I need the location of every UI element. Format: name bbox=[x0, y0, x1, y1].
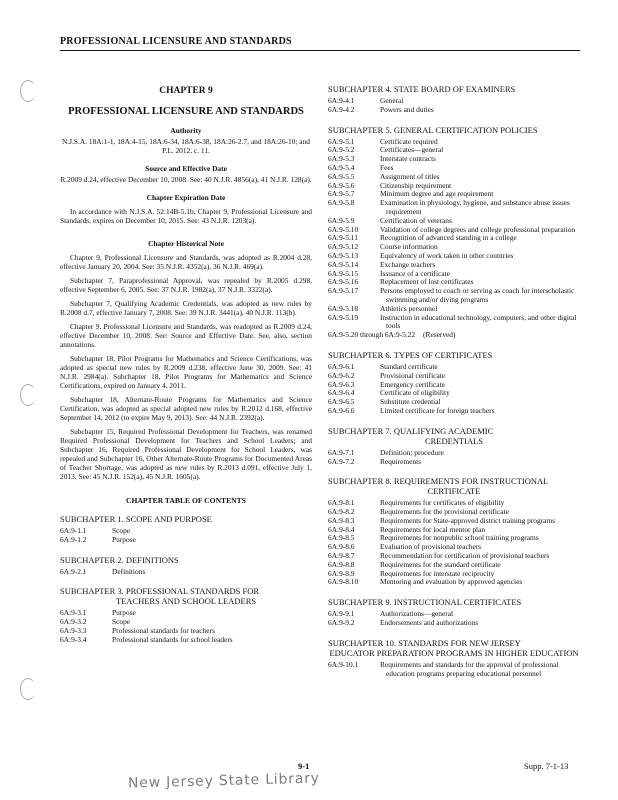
section-list bbox=[60, 609, 312, 644]
subchapter-title: SUBCHAPTER 6. TYPES OF CERTIFICATES bbox=[328, 349, 493, 360]
section-entry[interactable] bbox=[328, 155, 580, 164]
library-stamp: New Jersey State Library bbox=[127, 770, 320, 792]
section-number: 6A:9-5.19 bbox=[328, 312, 359, 322]
section-number: 6A:9-2.1 bbox=[60, 566, 87, 576]
section-entry[interactable] bbox=[328, 407, 580, 416]
punch-hole-bottom bbox=[20, 678, 36, 700]
section-number: 6A:9-5.3 bbox=[328, 154, 355, 164]
section-number: 6A:9-10.1 bbox=[328, 659, 359, 669]
history-note: Chapter 9, Professional Licensure and Standards, was adopted as R.2004 d.28, effective January 20, 2004. See: 35 N.J.R. 4352(a), 36 N.J.R. 469(a). bbox=[60, 253, 312, 271]
section-title: Requirements for certificates of eligibility bbox=[380, 498, 505, 508]
subchapter-title: SUBCHAPTER 8. REQUIREMENTS FOR INSTRUCTIONAL bbox=[328, 476, 549, 487]
history-note: Subchapter 7, Qualifying Academic Credentials, was adopted as new rules by R.2008 d.7, effective January 7, 2008. See: 39 N.J.R. 3441(a), 40 N.J.R. 113(b). bbox=[60, 299, 312, 317]
section-number: 6A:9-5.4 bbox=[328, 162, 355, 172]
section-entry[interactable] bbox=[60, 527, 312, 536]
subchapter-heading bbox=[328, 476, 580, 496]
section-title: Limited certificate for foreign teachers bbox=[380, 405, 495, 415]
section-number: 6A:9-6.5 bbox=[328, 397, 355, 407]
expiration-heading: Chapter Expiration Date bbox=[146, 193, 226, 202]
section-entry[interactable] bbox=[328, 287, 580, 305]
section-title: Minimum degree and age requirement bbox=[380, 189, 494, 199]
right-column bbox=[328, 84, 580, 678]
subchapter-title: SUBCHAPTER 5. GENERAL CERTIFICATION POLICIES bbox=[328, 124, 538, 135]
section-title: Citizenship requirement bbox=[380, 180, 452, 190]
section-entry[interactable] bbox=[328, 314, 580, 332]
section-entry[interactable] bbox=[328, 619, 580, 628]
section-title: Persons employed to coach or serving as coach for interscholastic swimming and/or diving programs bbox=[380, 286, 575, 304]
section-number: 6A:9-3.1 bbox=[60, 608, 87, 618]
section-title: Examination in physiology, hygiene, and substance abuse issues requirement bbox=[380, 198, 570, 216]
left-column bbox=[60, 84, 312, 645]
section-title: Requirements for nonpublic school training programs bbox=[380, 533, 539, 543]
punch-hole-top bbox=[20, 80, 36, 102]
section-number: 6A:9-3.2 bbox=[60, 617, 87, 627]
section-number: 6A:9-5.7 bbox=[328, 189, 355, 199]
subchapter-heading bbox=[60, 514, 312, 524]
header-rule bbox=[60, 50, 580, 51]
section-entry[interactable] bbox=[328, 106, 580, 115]
section-number: 6A:9-5.17 bbox=[328, 286, 359, 296]
section-entry[interactable] bbox=[328, 331, 580, 340]
toc-heading: CHAPTER TABLE OF CONTENTS bbox=[126, 496, 246, 505]
section-title: Mentoring and evaluation by approved agencies bbox=[380, 577, 523, 587]
chapter-title: PROFESSIONAL LICENSURE AND STANDARDS bbox=[68, 106, 304, 117]
section-number: 6A:9-5.10 bbox=[328, 224, 359, 234]
section-entry[interactable] bbox=[328, 578, 580, 587]
history-note: Subchapter 18, Alternate-Route Programs for Mathematics and Science Certification, was adopted as special adopted new rules by R.2012 d.168, effective September 14, 2012 (to expire May 9, 2013). See: 44 N.J.R. 2392(a). bbox=[60, 395, 312, 422]
section-title: Requirements for local mentor plan bbox=[380, 524, 486, 534]
right-toc bbox=[328, 84, 580, 678]
subchapter-title: SUBCHAPTER 1. SCOPE AND PURPOSE bbox=[60, 514, 212, 524]
section-number: 6A:9-8.8 bbox=[328, 559, 355, 569]
section-number: 6A:9-5.11 bbox=[328, 233, 358, 243]
section-entry[interactable] bbox=[60, 568, 312, 577]
section-number: 6A:9-8.10 bbox=[328, 577, 359, 587]
section-title: Endorsements and authorizations bbox=[380, 618, 479, 628]
section-list bbox=[328, 138, 580, 340]
section-number: 6A:9-3.3 bbox=[60, 625, 87, 635]
left-toc bbox=[60, 514, 312, 645]
section-number: 6A:9-8.1 bbox=[328, 498, 355, 508]
section-number: 6A:9-8.2 bbox=[328, 507, 355, 517]
section-number: 6A:9-5.18 bbox=[328, 303, 359, 313]
section-title: Certificates—general bbox=[380, 145, 444, 155]
section-number: 6A:9-5.20 through 6A:9-5.22 bbox=[328, 330, 416, 340]
section-number: 6A:9-6.4 bbox=[328, 388, 355, 398]
section-title: Professional standards for school leaders bbox=[112, 634, 233, 644]
section-number: 6A:9-7.2 bbox=[328, 456, 355, 466]
section-title: (Reserved) bbox=[423, 330, 456, 340]
section-title: Requirements for State-approved district training programs bbox=[380, 515, 556, 525]
section-title: Powers and duties bbox=[380, 104, 434, 114]
section-number: 6A:9-6.3 bbox=[328, 379, 355, 389]
subchapter-title-cont: CERTIFICATE bbox=[427, 486, 481, 497]
section-title: Fees bbox=[380, 162, 394, 172]
punch-hole-middle bbox=[20, 384, 36, 406]
subchapter-title: SUBCHAPTER 9. INSTRUCTIONAL CERTIFICATES bbox=[328, 597, 522, 608]
section-title: Athletics personnel bbox=[380, 303, 438, 313]
section-entry[interactable] bbox=[328, 234, 580, 243]
source-heading: Source and Effective Date bbox=[145, 164, 227, 173]
history-note: Subchapter 18, Pilot Programs for Mathematics and Science Certifications, was adopted as special new rules by R.2009 d.238, effective June 30, 2009. See: 41 N.J.R. 2984(a). Subchapter 18, Pilot Programs for Mathematics and Science Certifications, expired on January 4, 2011. bbox=[60, 354, 312, 390]
section-title: Requirements and standards for the approval of professional education programs preparing educational personnel bbox=[380, 659, 559, 678]
section-title: Emergency certificate bbox=[380, 379, 445, 389]
expiration-text: In accordance with N.J.S.A. 52:14B-5.1b, Chapter 9, Professional Licensure and Standards, expires on December 10, 2015. See: 43 N.J.R. 1203(a). bbox=[60, 207, 312, 225]
section-entry[interactable] bbox=[328, 261, 580, 270]
section-number: 6A:9-5.2 bbox=[328, 145, 355, 155]
section-title: Certification of veterans bbox=[380, 215, 452, 225]
section-entry[interactable] bbox=[328, 449, 580, 458]
section-title: Requirements for the standard certificate bbox=[380, 559, 501, 569]
section-number: 6A:9-5.13 bbox=[328, 250, 359, 260]
section-number: 6A:9-5.6 bbox=[328, 180, 355, 190]
subchapter-title: SUBCHAPTER 7. QUALIFYING ACADEMIC bbox=[328, 425, 494, 436]
section-title: Recognition of advanced standing in a college bbox=[380, 233, 517, 243]
subchapter-title-cont: EDUCATOR PREPARATION PROGRAMS IN HIGHER EDUCATION bbox=[329, 647, 579, 658]
page-number: 9-1 bbox=[298, 761, 310, 771]
section-number: 6A:9-8.4 bbox=[328, 524, 355, 534]
section-entry[interactable] bbox=[328, 389, 580, 398]
section-number: 6A:9-8.7 bbox=[328, 551, 355, 561]
section-list bbox=[60, 527, 312, 545]
section-entry[interactable] bbox=[328, 173, 580, 182]
section-title: Scope bbox=[112, 617, 131, 627]
section-title: Purpose bbox=[112, 608, 136, 618]
section-title: Requirements for interstate reciprocity bbox=[380, 568, 495, 578]
section-entry[interactable] bbox=[328, 138, 580, 147]
section-title: Certificate required bbox=[380, 136, 438, 146]
subchapter-heading bbox=[60, 555, 312, 565]
supplement-date: Supp. 7-1-13 bbox=[524, 761, 569, 771]
section-entry[interactable] bbox=[328, 97, 580, 106]
subchapter-title-cont: CREDENTIALS bbox=[424, 435, 484, 446]
section-title: Interstate contracts bbox=[380, 154, 437, 164]
authority-heading: Authority bbox=[170, 126, 202, 135]
section-number: 6A:9-6.2 bbox=[328, 370, 355, 380]
section-title: Scope bbox=[112, 526, 131, 535]
section-entry[interactable] bbox=[328, 381, 580, 390]
section-title: Purpose bbox=[112, 534, 136, 544]
subchapter-heading bbox=[60, 586, 312, 606]
section-number: 6A:9-5.16 bbox=[328, 277, 359, 287]
subchapter-heading bbox=[328, 426, 580, 446]
chapter-number: CHAPTER 9 bbox=[159, 86, 213, 96]
section-number: 6A:9-6.6 bbox=[328, 405, 355, 415]
section-number: 6A:9-6.1 bbox=[328, 361, 355, 371]
section-title: Professional standards for teachers bbox=[112, 625, 215, 635]
running-header: PROFESSIONAL LICENSURE AND STANDARDS bbox=[60, 36, 292, 47]
section-number: 6A:9-5.9 bbox=[328, 215, 355, 225]
section-title: Assignment of titles bbox=[380, 171, 440, 181]
history-note: Subchapter 15, Required Professional Development for Teachers, was renamed Required Professional Development for Teachers and School Leaders; and Subchapter 16, Required Professional Development for School Leaders, was repealed and Subchapter 16, Other Alternate-Route Programs for Documented Areas of Teacher Shortage, was adopted as new rules by R.2013 d.091, effective July 1, 2013. See: 45 N.J.R. 152(a), 45 N.J.R. 1605(a). bbox=[60, 427, 312, 481]
subchapter-title-cont: TEACHERS AND SCHOOL LEADERS bbox=[115, 596, 257, 607]
section-entry[interactable] bbox=[60, 609, 312, 618]
section-title: Substitute credential bbox=[380, 397, 441, 407]
history-note: Subchapter 7, Paraprofessional Approval, was repealed by R.2005 d.298, effective September 6, 2005. See: 37 N.J.R. 1982(a), 37 N.J.R. 3322(a). bbox=[60, 276, 312, 294]
section-list bbox=[328, 499, 580, 587]
section-entry[interactable] bbox=[60, 536, 312, 545]
section-title: Validation of college degrees and college professional preparation bbox=[380, 224, 576, 234]
section-title: Requirements for the provisional certificate bbox=[380, 507, 509, 517]
subchapter-title: SUBCHAPTER 2. DEFINITIONS bbox=[60, 554, 179, 565]
subchapter-title: SUBCHAPTER 3. PROFESSIONAL STANDARDS FOR bbox=[60, 586, 260, 597]
section-number: 6A:9-5.12 bbox=[328, 242, 359, 252]
section-number: 6A:9-5.1 bbox=[328, 136, 355, 146]
section-number: 6A:9-7.1 bbox=[328, 447, 355, 457]
section-number: 6A:9-8.5 bbox=[328, 533, 355, 543]
section-entry[interactable] bbox=[328, 363, 580, 372]
section-number: 6A:9-9.1 bbox=[328, 609, 355, 619]
section-title: Replacement of lost certificates bbox=[380, 277, 474, 287]
section-list bbox=[328, 610, 580, 628]
section-number: 6A:9-8.6 bbox=[328, 542, 355, 552]
authority-text: N.J.S.A. 18A:1-1, 18A:4-15, 18A:6-34, 18A:6-38, 18A:26-2.7, and 18A:26-10; and P.L. 2012, c. 11. bbox=[62, 137, 310, 155]
section-list bbox=[328, 661, 580, 679]
subchapter-heading bbox=[328, 84, 580, 94]
section-title: Certificate of eligibility bbox=[380, 388, 450, 398]
section-title: General bbox=[380, 96, 404, 105]
section-title: Recommendation for certification of provisional teachers bbox=[380, 551, 550, 561]
section-title: Definitions bbox=[112, 566, 146, 576]
subchapter-heading bbox=[328, 597, 580, 607]
section-entry[interactable] bbox=[328, 458, 580, 467]
section-title: Course information bbox=[380, 242, 438, 252]
section-list bbox=[328, 97, 580, 115]
section-entry[interactable] bbox=[328, 372, 580, 381]
section-entry[interactable] bbox=[328, 146, 580, 155]
section-title: Authorizations—general bbox=[380, 609, 454, 619]
section-list bbox=[60, 568, 312, 577]
section-number: 6A:9-9.2 bbox=[328, 618, 355, 628]
section-title: Standard certificate bbox=[380, 361, 438, 371]
section-number: 6A:9-5.8 bbox=[328, 198, 355, 208]
section-title: Instruction in educational technology, computers, and other digital tools bbox=[380, 312, 577, 331]
section-entry[interactable] bbox=[328, 252, 580, 261]
history-heading: Chapter Historical Note bbox=[148, 239, 224, 248]
section-number: 6A:9-4.2 bbox=[328, 104, 355, 114]
section-title: Equivalency of work taken in other countries bbox=[380, 250, 514, 260]
subchapter-title: SUBCHAPTER 10. STANDARDS FOR NEW JERSEY bbox=[328, 637, 521, 648]
section-list bbox=[328, 449, 580, 467]
section-number: 6A:9-8.3 bbox=[328, 515, 355, 525]
section-entry[interactable] bbox=[60, 636, 312, 645]
subchapter-heading bbox=[328, 125, 580, 135]
section-number: 6A:9-8.9 bbox=[328, 568, 355, 578]
history-notes bbox=[60, 253, 312, 481]
subchapter-title: SUBCHAPTER 4. STATE BOARD OF EXAMINERS bbox=[328, 84, 516, 94]
section-entry[interactable] bbox=[328, 661, 580, 679]
section-title: Requirements bbox=[380, 456, 422, 466]
section-entry[interactable] bbox=[328, 199, 580, 217]
subchapter-heading bbox=[328, 638, 580, 658]
section-number: 6A:9-5.15 bbox=[328, 268, 359, 278]
section-number: 6A:9-1.1 bbox=[60, 526, 87, 535]
section-list bbox=[328, 363, 580, 416]
section-number: 6A:9-4.1 bbox=[328, 96, 355, 105]
section-title: Definition; procedure bbox=[380, 447, 444, 457]
section-title: Issuance of a certificate bbox=[380, 268, 450, 278]
section-number: 6A:9-5.14 bbox=[328, 259, 359, 269]
section-number: 6A:9-5.5 bbox=[328, 171, 355, 181]
section-title: Provisional certificate bbox=[380, 370, 446, 380]
subchapter-heading bbox=[328, 350, 580, 360]
section-title: Exchange teachers bbox=[380, 259, 436, 269]
section-number: 6A:9-3.4 bbox=[60, 634, 87, 644]
history-note: Chapter 9, Professional Licensure and Standards, was readopted as R.2009 d.24, effective December 10, 2008. See: Source and Effective Date. See, also, section annotations. bbox=[60, 322, 312, 349]
section-title: Evaluation of provisional teachers bbox=[380, 542, 482, 552]
section-number: 6A:9-1.2 bbox=[60, 534, 87, 544]
source-text: R.2009 d.24, effective December 10, 2008. See: 40 N.J.R. 4856(a), 41 N.J.R. 128(a). bbox=[60, 175, 312, 184]
section-entry[interactable] bbox=[328, 164, 580, 173]
